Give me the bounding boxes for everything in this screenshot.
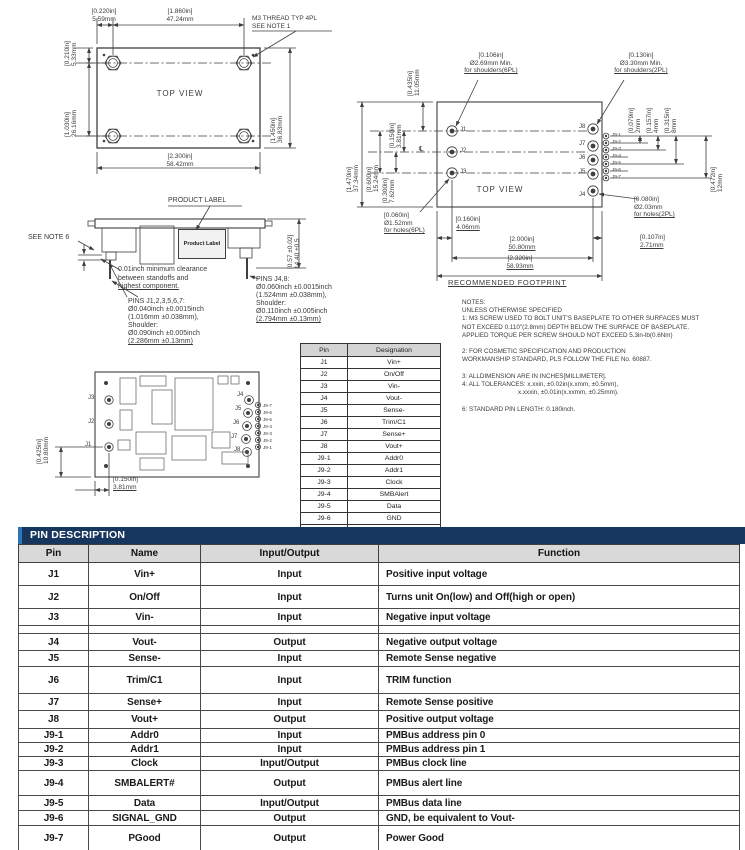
dim-0210: [0.210in] 5.33mm <box>64 41 78 66</box>
footprint-pin-label-j9-3: J9-3 <box>612 146 621 151</box>
name-cell: Vin- <box>89 609 201 626</box>
name-cell <box>89 626 201 634</box>
function-cell: PMBus address pin 0 <box>379 729 740 743</box>
pin-cell: J9-5 <box>19 796 89 811</box>
header-function: Function <box>379 545 740 563</box>
header-name: Name <box>89 545 201 563</box>
designation-row <box>301 357 441 369</box>
footprint-pin-label-j9-6: J9-6 <box>612 167 621 172</box>
pin-row <box>19 826 740 850</box>
footprint-pin-label-j4: J4 <box>579 192 586 198</box>
function-cell: Remote Sense negative <box>379 651 740 667</box>
pin-cell: J4 <box>19 634 89 651</box>
footprint-pin-label-j3: J3 <box>460 169 467 175</box>
dim-2320: [2.320in] 58.93mm <box>506 255 534 270</box>
function-cell: Negative output voltage <box>379 634 740 651</box>
pin-cell: J5 <box>19 651 89 667</box>
designation-header-designation: Designation <box>348 344 441 357</box>
footprint-pin-label-j5: J5 <box>579 169 586 175</box>
name-cell: On/Off <box>89 586 201 609</box>
designation-cell: GND <box>348 513 441 525</box>
bottom-pin-label-j9-1: J9-1 <box>263 445 272 450</box>
designation-cell: Vout+ <box>348 441 441 453</box>
dim-0425: [0.425in] 10.80mm <box>36 436 50 464</box>
pin-cell: J8 <box>19 711 89 729</box>
function-cell: PMBus data line <box>379 796 740 811</box>
pin-cell: J9-4 <box>301 489 348 501</box>
function-cell: TRIM function <box>379 667 740 694</box>
name-cell: Trim/C1 <box>89 667 201 694</box>
footprint-pin-label-j2: J2 <box>460 148 467 154</box>
note-line: 3: ALLDIMENSION ARE IN INCHES[MILLIMETER]. <box>462 372 607 380</box>
name-cell: Data <box>89 796 201 811</box>
pins-large-note: PINS J4,8: Ø0.060inch ±0.0015inch (1.524mm ±0.038mm), Shoulder: Ø0.110inch ±0.005inch (2.794mm ±0.13mm) <box>256 276 332 323</box>
bottom-pin-label-j9-5: J9-5 <box>263 417 272 422</box>
pin-cell: J9-1 <box>19 729 89 743</box>
pin-cell: J5 <box>301 405 348 417</box>
pin-row <box>19 757 740 771</box>
note-line: WORKMANSHIP STANDARD, PLS FOLLOW THE FILE No. 60887. <box>462 356 652 364</box>
dim-1470: [1.470in] 37.34mm <box>346 164 360 192</box>
dim-1030: [1.030in] 26.16mm <box>64 109 78 137</box>
designation-row <box>301 417 441 429</box>
pin-row <box>19 563 740 586</box>
designation-row <box>301 405 441 417</box>
name-cell: Sense+ <box>89 694 201 711</box>
bottom-pin-label-j4: J4 <box>237 392 244 398</box>
function-cell: GND, be equivalent to Vout- <box>379 811 740 826</box>
designation-header-pin: Pin <box>301 344 348 357</box>
pin-cell <box>19 626 89 634</box>
dim-0300: [0.300in] 7.62mm <box>382 178 396 203</box>
dim-0220: [0.220in] 5.59mm <box>91 8 117 23</box>
designation-header-row <box>301 344 441 357</box>
pin-cell: J7 <box>301 429 348 441</box>
footprint-pin-label-j6: J6 <box>579 155 586 161</box>
pin-cell: J9-1 <box>301 453 348 465</box>
dim-0107: [0.107in] 2.71mm <box>640 234 665 249</box>
m3-thread-note: M3 THREAD TYP 4PL SEE NOTE 1 <box>252 15 318 30</box>
function-cell: Turns unit On(low) and Off(high or open) <box>379 586 740 609</box>
bottom-pin-label-j5: J5 <box>235 406 242 412</box>
pin-cell: J3 <box>19 609 89 626</box>
designation-row <box>301 501 441 513</box>
bottom-pin-label-j9-4: J9-4 <box>263 424 272 429</box>
bottom-pin-label-j2: J2 <box>88 419 95 425</box>
centerline-symbol: ℄ <box>419 146 424 153</box>
pin-cell: J9-6 <box>301 513 348 525</box>
designation-row <box>301 513 441 525</box>
designation-row <box>301 393 441 405</box>
function-cell: PMBus address pin 1 <box>379 743 740 757</box>
bottom-view-components <box>118 376 248 470</box>
designation-row <box>301 453 441 465</box>
pin-cell: J9-4 <box>19 771 89 796</box>
dim-1860: [1.860in] 47.24mm <box>166 8 194 23</box>
io-cell: Input <box>201 694 379 711</box>
io-cell: Input <box>201 586 379 609</box>
pin-cell: J7 <box>19 694 89 711</box>
note-line <box>462 365 744 373</box>
name-cell: Vin+ <box>89 563 201 586</box>
pin-cell: J9-2 <box>301 465 348 477</box>
footprint-pin-label-j9-4: J9-4 <box>612 153 621 158</box>
notes-block <box>462 299 744 414</box>
note-line: NOTES: <box>462 299 486 306</box>
designation-row <box>301 429 441 441</box>
designation-cell: Vin+ <box>348 357 441 369</box>
pin-row <box>19 651 740 667</box>
note-line: 1: M3 SCREW USED TO BOLT UNIT'S BASEPLATE TO OTHER SURFACES MUST <box>462 315 700 323</box>
pin-row <box>19 743 740 757</box>
pin-row <box>19 729 740 743</box>
dim-2300: [2.300in] 58.42mm <box>166 153 194 168</box>
designation-cell: On/Off <box>348 369 441 381</box>
pin-description-table <box>18 544 740 850</box>
pin-row <box>19 694 740 711</box>
note-line: APPLIED TORQUE PER SCREW SHOULD NOT EXCEED 5.3in-lb(0.6Nm) <box>462 331 673 339</box>
pin-cell: J9-6 <box>19 811 89 826</box>
footprint-shoulder-note-6pl: [0.106in] Ø2.69mm Min. for shoulders(6PL) <box>464 52 518 74</box>
pin-row <box>19 811 740 826</box>
bottom-pin-label-j3: J3 <box>88 395 95 401</box>
pin-cell: J4 <box>301 393 348 405</box>
pin-row <box>19 796 740 811</box>
bottom-pin-label-j9-6: J9-6 <box>263 410 272 415</box>
pin-cell: J9-2 <box>19 743 89 757</box>
see-note-6-callout: SEE NOTE 6 <box>28 234 70 241</box>
function-cell: Positive input voltage <box>379 563 740 586</box>
designation-cell: Clock <box>348 477 441 489</box>
io-cell: Input <box>201 743 379 757</box>
footprint-title: TOP VIEW <box>476 185 524 194</box>
product-label-callout: PRODUCT LABEL <box>168 197 227 204</box>
pin-row-empty <box>19 626 740 634</box>
pins-small-note: PINS J1,2,3,5,6,7: Ø0.040inch ±0.0015inch (1.016mm ±0.038mm), Shoulder: Ø0.090inch ±0.005inch (2.286mm ±0.13mm) <box>128 298 204 345</box>
function-cell <box>379 626 740 634</box>
io-cell: Output <box>201 826 379 850</box>
pin-cell: J1 <box>301 357 348 369</box>
io-cell <box>201 626 379 634</box>
note-line: 4: ALL TOLERANCES: x.xxin, ±0.02in(x.xmm, ±0.5mm), <box>462 381 619 388</box>
top-view-title: TOP VIEW <box>156 89 204 98</box>
pin-row <box>19 711 740 729</box>
pin-cell: J9-3 <box>301 477 348 489</box>
name-cell: SMBALERT# <box>89 771 201 796</box>
pin-cell: J6 <box>301 417 348 429</box>
function-cell: Positive output voltage <box>379 711 740 729</box>
dim-0150-bottom: [0.150in] 3.81mm <box>113 476 138 491</box>
function-cell: PMBus clock line <box>379 757 740 771</box>
pin-designation-table <box>300 343 441 537</box>
designation-cell: Sense+ <box>348 429 441 441</box>
bottom-pin-label-j9-2: J9-2 <box>263 438 272 443</box>
pin-row <box>19 586 740 609</box>
footprint-hole-note-2pl: [0.080in] Ø2.03mm for holes(2PL) <box>634 196 675 218</box>
dim-0160: [0.160in] 4.06mm <box>455 216 481 231</box>
pin-cell: J6 <box>19 667 89 694</box>
io-cell: Input/Output <box>201 757 379 771</box>
dim-0157: [0.157in] 4mm <box>646 108 660 133</box>
designation-cell: Vout- <box>348 393 441 405</box>
designation-row <box>301 381 441 393</box>
dim-1450: [1.450in] 36.83mm <box>270 115 284 143</box>
designation-cell: Addr0 <box>348 453 441 465</box>
bottom-pin-label-j1: J1 <box>85 442 92 448</box>
io-cell: Input <box>201 667 379 694</box>
pin-cell: J9-3 <box>19 757 89 771</box>
header-io: Input/Output <box>201 545 379 563</box>
footprint-pin-label-j8: J8 <box>579 124 586 130</box>
pin-description-header-bar <box>18 527 745 544</box>
name-cell: Clock <box>89 757 201 771</box>
designation-cell: Trim/C1 <box>348 417 441 429</box>
name-cell: SIGNAL_GND <box>89 811 201 826</box>
bottom-pin-label-j8: J8 <box>234 447 241 453</box>
dim-057: [0.57 ±0.02] 14.40 ±0.5 <box>287 234 301 269</box>
note-line: x.xxxin, ±0.01in(x.xxmm, ±0.25mm). <box>518 389 619 397</box>
pin-row <box>19 771 740 796</box>
designation-row <box>301 465 441 477</box>
name-cell: Vout- <box>89 634 201 651</box>
designation-row <box>301 477 441 489</box>
bottom-pin-label-j9-3: J9-3 <box>263 431 272 436</box>
bottom-view-dimension-lines <box>55 447 109 496</box>
function-cell: Power Good <box>379 826 740 850</box>
io-cell: Output <box>201 771 379 796</box>
function-cell: PMBus alert line <box>379 771 740 796</box>
io-cell: Input <box>201 651 379 667</box>
name-cell: Vout+ <box>89 711 201 729</box>
pin-cell: J1 <box>19 563 89 586</box>
designation-row <box>301 441 441 453</box>
io-cell: Input/Output <box>201 796 379 811</box>
pin-description-header-row <box>19 545 740 563</box>
pin-description-title: PIN DESCRIPTION <box>30 529 126 541</box>
pin-cell: J2 <box>301 369 348 381</box>
pin-row <box>19 634 740 651</box>
clearance-note: 0.01inch minimum clearance between standoffs and highest component. <box>118 266 208 290</box>
pin-row <box>19 609 740 626</box>
note-line: 6: STANDARD PIN LENGTH: 0.180inch. <box>462 405 576 413</box>
dim-0315: [0.315in] 8mm <box>664 108 678 133</box>
dim-0472: [0.472in] 12mm <box>710 167 724 192</box>
footprint-shoulder-note-2pl: [0.130in] Ø3.30mm Min. for shoulders(2PL) <box>614 52 668 74</box>
io-cell: Input <box>201 729 379 743</box>
designation-cell: Sense- <box>348 405 441 417</box>
io-cell: Input <box>201 563 379 586</box>
function-cell: Remote Sense positive <box>379 694 740 711</box>
designation-cell: Addr1 <box>348 465 441 477</box>
footprint-pin-label-j9-7: J9-7 <box>612 174 621 179</box>
pin-cell: J9-5 <box>301 501 348 513</box>
name-cell: PGood <box>89 826 201 850</box>
name-cell: Addr0 <box>89 729 201 743</box>
dim-0150: [0.150in] 3.81mm <box>389 123 403 148</box>
pin-row <box>19 667 740 694</box>
dim-0079: [0.079in] 2mm <box>628 108 642 133</box>
name-cell: Sense- <box>89 651 201 667</box>
io-cell: Output <box>201 711 379 729</box>
designation-cell: Vin- <box>348 381 441 393</box>
note-line <box>462 397 744 405</box>
designation-cell: Data <box>348 501 441 513</box>
bottom-pin-label-j7: J7 <box>231 434 238 440</box>
product-label-box <box>178 229 226 259</box>
io-cell: Output <box>201 811 379 826</box>
footprint-pin-label-j1: J1 <box>460 127 467 133</box>
dim-0600: [0.600in] 15.24mm <box>366 164 380 192</box>
io-cell: Input <box>201 609 379 626</box>
footprint-hole-note-6pl: [0.060in] Ø1.52mm for holes(6PL) <box>384 212 425 234</box>
dim-0435: [0.435in] 11.05mm <box>407 69 421 96</box>
pin-cell: J3 <box>301 381 348 393</box>
io-cell: Output <box>201 634 379 651</box>
name-cell: Addr1 <box>89 743 201 757</box>
bottom-pin-label-j9-7: J9-7 <box>263 403 272 408</box>
note-line: NOT EXCEED 0.110"(2.8mm) DEPTH BELOW THE SURFACE OF BASEPLATE. <box>462 323 690 331</box>
designation-row <box>301 369 441 381</box>
note-line <box>462 340 744 348</box>
header-pin: Pin <box>19 545 89 563</box>
product-label-text: Product Label <box>183 241 221 247</box>
pin-cell: J9-7 <box>19 826 89 850</box>
footprint-pin-label-j9-1: J9-1 <box>612 132 621 137</box>
pin-cell: J2 <box>19 586 89 609</box>
footprint-caption: RECOMMENDED FOOTPRINT <box>448 278 567 287</box>
designation-cell: SMBAlert <box>348 489 441 501</box>
footprint-pin-label-j9-5: J9-5 <box>612 160 621 165</box>
footprint-pin-label-j9-2: J9-2 <box>612 139 621 144</box>
pin-cell: J8 <box>301 441 348 453</box>
note-line: 2: FOR COSMETIC SPECIFICATION AND PRODUCTION <box>462 348 626 356</box>
dim-2000: [2.000in] 50.80mm <box>508 236 536 251</box>
note-line: UNLESS OTHERWISE SPECIFIED <box>462 307 562 315</box>
function-cell: Negative input voltage <box>379 609 740 626</box>
top-view-outline <box>86 48 271 148</box>
footprint-pin-label-j7: J7 <box>579 141 586 147</box>
designation-row <box>301 489 441 501</box>
bottom-pin-label-j6: J6 <box>233 420 240 426</box>
